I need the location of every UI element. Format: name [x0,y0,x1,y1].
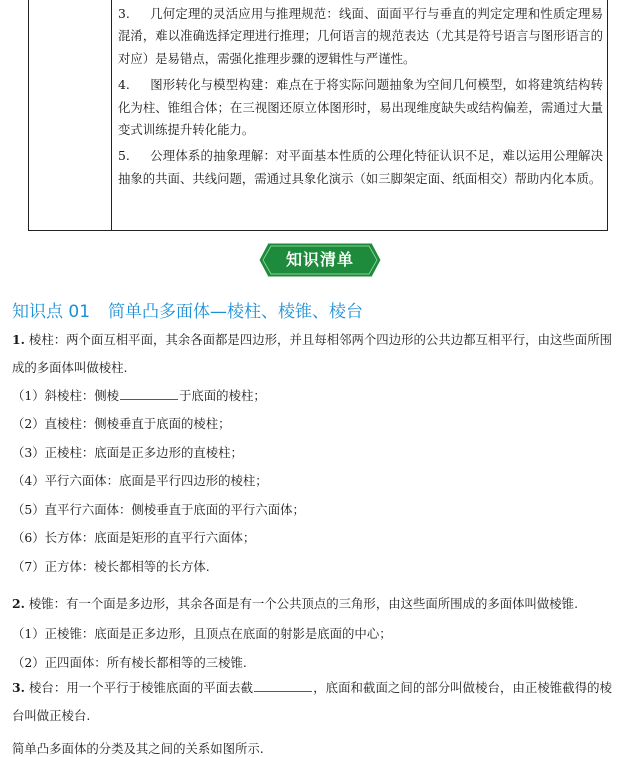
pyramid-definition: 棱锥：有一个面是多边形，其余各面是有一个公共顶点的三角形，由这些面所围成的多面体叫做棱锥. [28,596,579,611]
paragraph-frustum [12,674,612,730]
pyramid-number: 2. [12,596,25,611]
prism-item-2: （2）直棱柱：侧棱垂直于底面的棱柱； [12,416,231,431]
prism-item-5: （5）直平行六面体：侧棱垂直于底面的平行六面体； [12,502,305,517]
table-item-5-text: 公理体系的抽象理解：对平面基本性质的公理化特征认识不足，难以运用公理解决抽象的共面、共线问题，需通过具象化演示（如三脚架定面、纸面相交）帮助内化本质。 [118,148,603,186]
frustum-number: 3. [12,680,25,695]
pyramid-item-2: （2）正四面体：所有棱长都相等的三棱锥. [12,655,247,670]
table-item-3-text: 几何定理的灵活应用与推理规范：线面、面面平行与垂直的判定定理和性质定理易混淆，难以准确选择定理进行推理；几何语言的规范表达（尤其是符号语言与图形语言的对应）是易错点，需强化推理步骤的逻辑性与严谨性。 [118,6,603,66]
answer-blank-2[interactable] [254,679,312,692]
pyramid-item-1: （1）正棱锥：底面是正多边形，且顶点在底面的射影是底面的中心； [12,626,392,641]
table-right-column [112,0,607,230]
table-left-column [29,0,112,230]
section-title: 简单凸多面体—棱柱、棱锥、棱台 [108,302,364,322]
table-item-3 [118,3,603,70]
prism-number: 1. [12,332,25,347]
frustum-post: ，底面和截面之间的部分叫做棱台，由正棱锥截得的棱台叫做正棱台. [12,680,613,723]
classification-note: 简单凸多面体的分类及其之间的关系如图所示. [12,741,264,756]
frustum-pre: 棱台：用一个平行于棱锥底面的平面去截 [28,680,254,695]
knowledge-list-badge [258,242,382,278]
prism-item-1-pre: （1）斜棱柱：侧棱 [12,388,120,403]
prism-item-7: （7）正方体：棱长都相等的长方体. [12,559,210,574]
prism-item-4: （4）平行六面体：底面是平行四边形的棱柱； [12,473,268,488]
paragraph-pyramid [12,590,612,618]
prism-item-1 [12,386,266,404]
section-heading [12,297,363,322]
table-item-3-number: 3. [118,6,130,21]
badge-label: 知识清单 [285,250,354,269]
table-item-5 [118,145,603,190]
table-item-4-number: 4. [118,77,130,93]
prism-item-6: （6）长方体：底面是矩形的直平行六面体； [12,530,256,545]
table-item-4-text: 图形转化与模型构建：难点在于将实际问题抽象为空间几何模型，如将建筑结构转化为柱、锥组合体；在三视图还原立体图形时，易出现维度缺失或结构偏差，需通过大量变式训练提升转化能力。 [118,77,603,138]
answer-blank-1[interactable] [120,387,178,400]
prism-item-3: （3）正棱柱：底面是正多边形的直棱柱； [12,445,243,460]
section-number: 知识点 01 [12,302,91,322]
table-item-5-number: 5. [118,148,130,164]
objectives-table [28,0,608,231]
prism-item-1-post: 于底面的棱柱； [179,388,266,403]
prism-definition: 棱柱：两个面互相平面，其余各面都是四边形，并且每相邻两个四边形的公共边都互相平行，由这些面所围成的多面体叫做棱柱. [12,332,612,375]
table-item-4 [118,74,603,141]
paragraph-prism [12,326,612,382]
